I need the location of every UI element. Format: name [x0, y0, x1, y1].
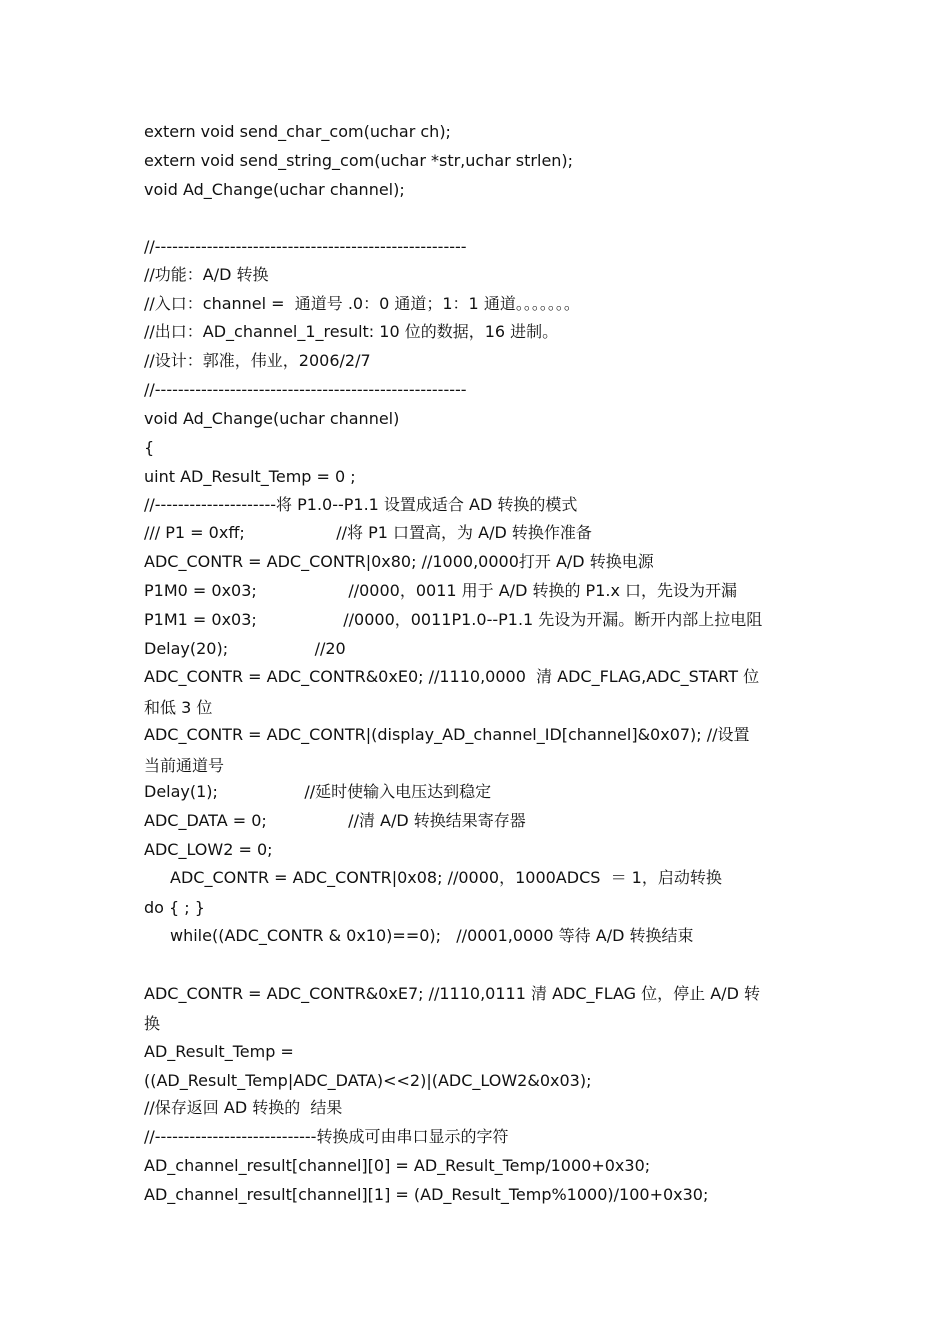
code-line: ADC_CONTR = ADC_CONTR|0x08; //0000，1000ADCS ＝ 1，启动转换 — [170, 868, 722, 887]
code-line: ADC_CONTR = ADC_CONTR&0xE0; //1110,0000 清 ADC_FLAG,ADC_START 位 — [144, 667, 760, 686]
code-comment: //设计：郭准，伟业，2006/2/7 — [144, 351, 371, 370]
code-comment: //功能：A/D 转换 — [144, 265, 269, 284]
code-line: /// P1 = 0xff; //将 P1 口置高，为 A/D 转换作准备 — [144, 523, 592, 542]
code-line: ADC_CONTR = ADC_CONTR&0xE7; //1110,0111 清 ADC_FLAG 位，停止 A/D 转 — [144, 984, 760, 1003]
code-comment: //---------------------将 P1.0--P1.1 设置成适合 AD 转换的模式 — [144, 495, 578, 514]
code-line: AD_Result_Temp = — [144, 1042, 294, 1061]
code-line: extern void send_string_com(uchar *str,uchar strlen); — [144, 151, 574, 170]
code-line: AD_channel_result[channel][0] = AD_Result_Temp/1000+0x30; — [144, 1156, 651, 1175]
code-line: ((AD_Result_Temp|ADC_DATA)<<2)|(ADC_LOW2&0x03); — [144, 1071, 592, 1090]
code-comment: //出口：AD_channel_1_result: 10 位的数据，16 进制。 — [144, 322, 559, 341]
code-line: ADC_LOW2 = 0; — [144, 840, 273, 859]
code-line: P1M0 = 0x03; //0000，0011 用于 A/D 转换的 P1.x 口，先设为开漏 — [144, 581, 738, 600]
code-line: 和低 3 位 — [144, 698, 213, 717]
code-line: ADC_CONTR = ADC_CONTR|(display_AD_channel_ID[channel]&0x07); //设置 — [144, 725, 750, 744]
code-line: Delay(20); //20 — [144, 639, 346, 658]
code-line: void Ad_Change(uchar channel) — [144, 409, 400, 428]
comment-divider: //------------------------------------------------------ — [144, 380, 467, 399]
code-line: while((ADC_CONTR & 0x10)==0); //0001,0000 等待 A/D 转换结束 — [170, 926, 694, 945]
code-line: P1M1 = 0x03; //0000，0011P1.0--P1.1 先设为开漏。断开内部上拉电阻 — [144, 610, 763, 629]
code-line: { — [144, 438, 155, 457]
code-line: void Ad_Change(uchar channel); — [144, 180, 405, 199]
code-line: 当前通道号 — [144, 756, 225, 775]
code-comment: //保存返回 AD 转换的 结果 — [144, 1098, 343, 1117]
code-comment: //----------------------------转换成可由串口显示的字符 — [144, 1127, 509, 1146]
code-line: uint AD_Result_Temp = 0 ; — [144, 467, 356, 486]
code-line: extern void send_char_com(uchar ch); — [144, 122, 451, 141]
code-line: Delay(1); //延时使输入电压达到稳定 — [144, 782, 492, 801]
code-comment: //入口：channel = 通道号 .0：0 通道；1：1 通道。。。。。。。 — [144, 294, 580, 313]
code-line: AD_channel_result[channel][1] = (AD_Result_Temp%1000)/100+0x30; — [144, 1185, 709, 1204]
comment-divider: //------------------------------------------------------ — [144, 237, 467, 256]
code-line: ADC_DATA = 0; //清 A/D 转换结果寄存器 — [144, 811, 526, 830]
code-line: 换 — [144, 1014, 161, 1033]
code-line: ADC_CONTR = ADC_CONTR|0x80; //1000,0000打开 A/D 转换电源 — [144, 552, 654, 571]
code-line: do { ; } — [144, 898, 205, 917]
